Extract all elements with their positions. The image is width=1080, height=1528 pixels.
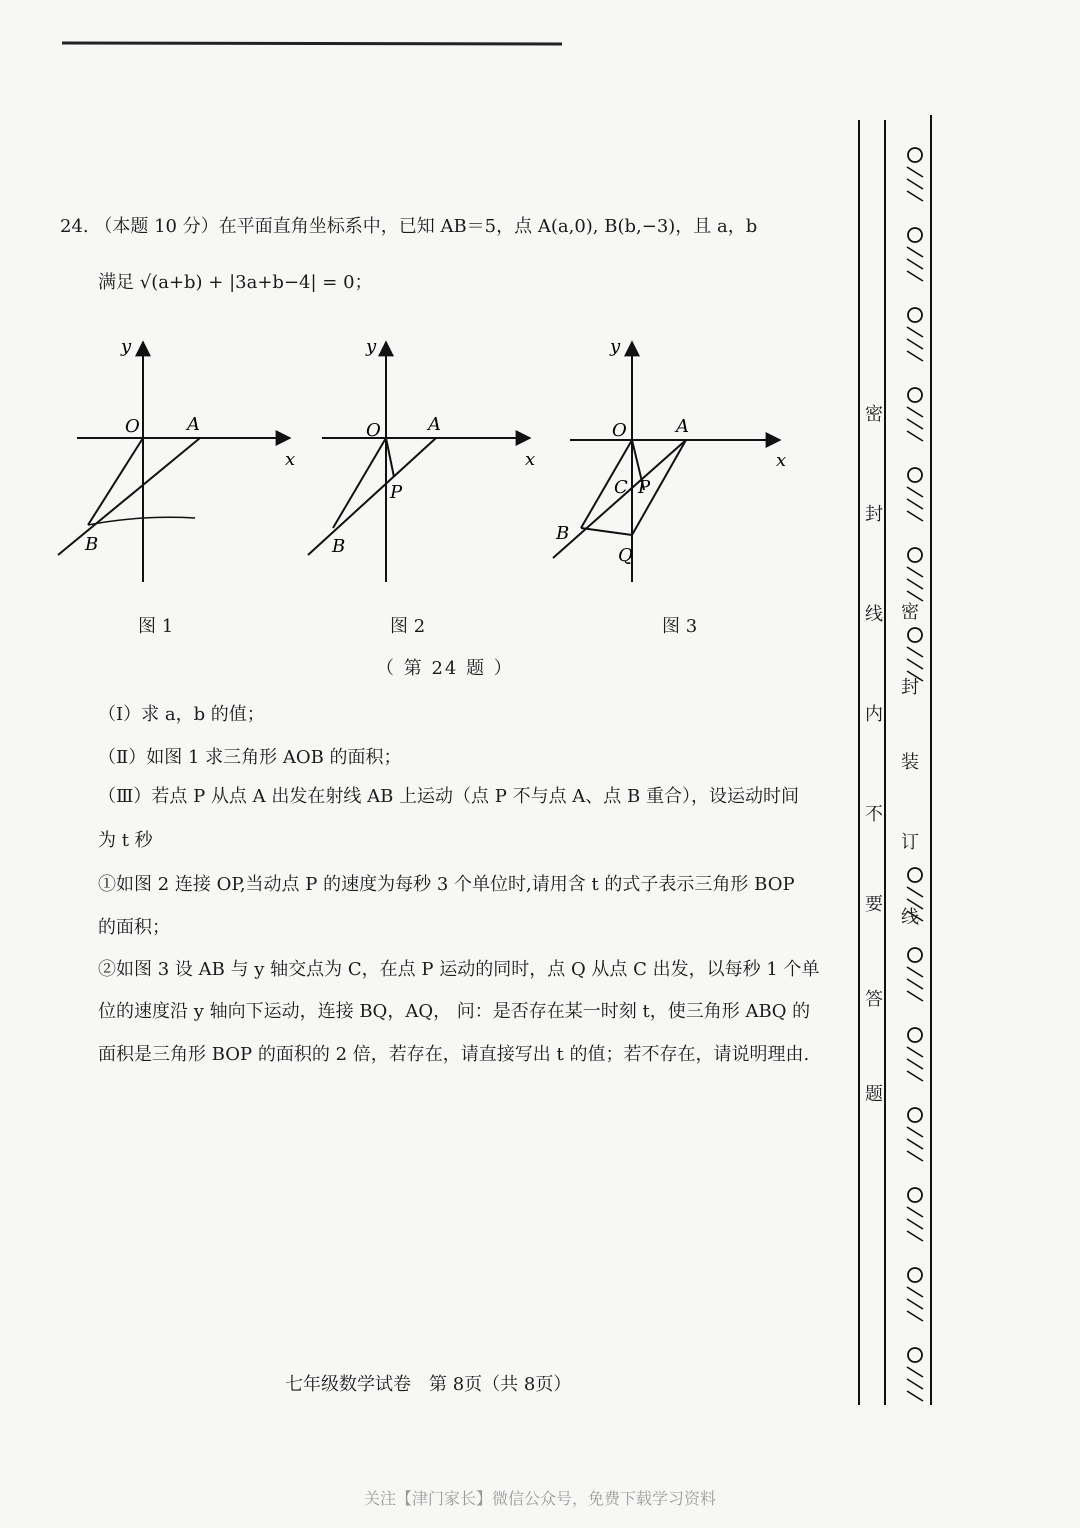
seal-inner-char: 答 xyxy=(865,989,883,1010)
seal-slash xyxy=(907,431,923,441)
figure-caption: （ 第 24 题 ） xyxy=(376,658,514,679)
seal-circle-pattern xyxy=(907,148,923,1401)
seal-slash xyxy=(907,1367,923,1377)
seal-slash xyxy=(907,351,923,361)
seal-slash xyxy=(907,179,923,189)
seal-circle xyxy=(908,628,922,642)
label-C: C xyxy=(614,477,628,498)
seal-slash xyxy=(907,259,923,269)
seal-slash xyxy=(907,499,923,509)
seal-slash xyxy=(907,1299,923,1309)
seal-circle xyxy=(908,468,922,482)
question-stem-text: 在平面直角坐标系中，已知 AB＝5，点 A(a,0), B(b,−3)，且 a，b xyxy=(218,216,758,237)
label-A: A xyxy=(676,416,689,437)
seal-circle xyxy=(908,868,922,882)
seal-outer-char: 订 xyxy=(901,832,919,853)
label-A: A xyxy=(187,414,200,435)
seal-slash xyxy=(907,1391,923,1401)
scan-top-line xyxy=(62,40,562,46)
label-y: y xyxy=(366,336,377,357)
seal-inner-char: 题 xyxy=(865,1084,883,1105)
label-x: x xyxy=(525,449,536,470)
subpart-1-line-1: ①如图 2 连接 OP,当动点 P 的速度为每秒 3 个单位时,请用含 t 的式子表示三角形 BOP xyxy=(98,874,795,895)
seal-circle xyxy=(908,388,922,402)
segment-OB xyxy=(88,438,143,525)
figure-2-label: 图 2 xyxy=(390,616,426,637)
label-x: x xyxy=(285,449,296,470)
seal-outer-char: 线 xyxy=(901,907,919,928)
seal-slash xyxy=(907,167,923,177)
seal-slash xyxy=(907,659,923,669)
part-3-line-2: 为 t 秒 xyxy=(98,830,153,851)
seal-slash xyxy=(907,979,923,989)
seal-slash xyxy=(907,567,923,577)
seal-slash xyxy=(907,191,923,201)
figure-1 xyxy=(55,330,305,590)
seal-slash xyxy=(907,339,923,349)
seal-slash xyxy=(907,991,923,1001)
segment-AB xyxy=(553,440,686,558)
segment-BQ xyxy=(581,528,632,535)
subpart-2-line-2: 位的速度沿 y 轴向下运动，连接 BQ，AQ， 问：是否存在某一时刻 t，使三角形 ABQ 的 xyxy=(98,1001,811,1022)
label-y: y xyxy=(121,336,132,357)
seal-slash xyxy=(907,1127,923,1137)
handwritten-stroke xyxy=(88,517,195,525)
label-P: P xyxy=(638,477,651,498)
seal-outer-char: 密 xyxy=(901,602,919,623)
label-x: x xyxy=(776,450,787,471)
label-A: A xyxy=(428,414,441,435)
watermark: 关注【津门家长】微信公众号，免费下载学习资料 xyxy=(363,1489,716,1508)
label-O: O xyxy=(612,420,627,441)
seal-slash xyxy=(907,1231,923,1241)
segment-OP xyxy=(386,438,394,477)
seal-circle xyxy=(908,148,922,162)
seal-inner-char: 线 xyxy=(865,604,883,625)
seal-slash xyxy=(907,1287,923,1297)
label-Q: Q xyxy=(618,545,633,566)
question-stem xyxy=(60,212,757,238)
seal-inner-char: 不 xyxy=(865,804,883,825)
label-O: O xyxy=(125,416,140,437)
seal-slash xyxy=(907,1219,923,1229)
seal-slash xyxy=(907,1151,923,1161)
page-footer: 七年级数学试卷 第 8页（共 8页） xyxy=(285,1374,572,1395)
subpart-2-line-1: ②如图 3 设 AB 与 y 轴交点为 C，在点 P 运动的同时，点 Q 从点 C 出发，以每秒 1 个单 xyxy=(98,959,820,980)
part-1: （Ⅰ）求 a，b 的值； xyxy=(98,704,265,725)
seal-slash xyxy=(907,1047,923,1057)
seal-inner-char: 要 xyxy=(865,894,883,915)
seal-slash xyxy=(907,247,923,257)
seal-circle xyxy=(908,1348,922,1362)
seal-slash xyxy=(907,271,923,281)
seal-inner-char: 封 xyxy=(865,504,883,525)
seal-outer-char: 装 xyxy=(901,752,919,773)
seal-slash xyxy=(907,1059,923,1069)
label-O: O xyxy=(366,420,381,441)
subpart-1-line-2: 的面积； xyxy=(98,917,170,938)
seal-inner-char: 密 xyxy=(865,404,883,425)
seal-slash xyxy=(907,1379,923,1389)
seal-slash xyxy=(907,887,923,897)
seal-circle xyxy=(908,1028,922,1042)
seal-inner-char: 内 xyxy=(865,704,883,725)
question-number: 24. xyxy=(60,216,89,237)
seal-slash xyxy=(907,419,923,429)
seal-slash xyxy=(907,647,923,657)
question-points: （本题 10 分） xyxy=(94,216,219,237)
seal-circle xyxy=(908,948,922,962)
label-B: B xyxy=(556,523,570,544)
seal-slash xyxy=(907,487,923,497)
segment-AB xyxy=(308,438,436,555)
figure-1-label: 图 1 xyxy=(138,616,174,637)
figure-2 xyxy=(300,330,550,590)
seal-circle xyxy=(908,1108,922,1122)
seal-circle xyxy=(908,1268,922,1282)
question-condition: 满足 √(a+b) + |3a+b−4| = 0； xyxy=(98,272,373,293)
figure-3 xyxy=(548,330,798,590)
seal-line-border xyxy=(845,110,945,1410)
label-B: B xyxy=(332,536,346,557)
part-3-line-1: （Ⅲ）若点 P 从点 A 出发在射线 AB 上运动（点 P 不与点 A、点 B 重合），设运动时间 xyxy=(98,786,799,807)
figure-3-label: 图 3 xyxy=(662,616,698,637)
seal-slash xyxy=(907,1071,923,1081)
part-2: （Ⅱ）如图 1 求三角形 AOB 的面积； xyxy=(98,747,402,768)
seal-circle xyxy=(908,548,922,562)
seal-slash xyxy=(907,511,923,521)
subpart-2-line-3: 面积是三角形 BOP 的面积的 2 倍，若存在，请直接写出 t 的值；若不存在，请说明理由. xyxy=(98,1044,810,1065)
segment-OB xyxy=(333,438,386,528)
seal-slash xyxy=(907,1311,923,1321)
seal-slash xyxy=(907,407,923,417)
segment-AB xyxy=(58,438,200,555)
label-P: P xyxy=(390,482,403,503)
seal-circle xyxy=(908,1188,922,1202)
seal-slash xyxy=(907,579,923,589)
label-y: y xyxy=(610,336,621,357)
seal-slash xyxy=(907,967,923,977)
seal-slash xyxy=(907,1207,923,1217)
label-B: B xyxy=(85,534,99,555)
seal-slash xyxy=(907,327,923,337)
seal-slash xyxy=(907,1139,923,1149)
seal-circle xyxy=(908,308,922,322)
seal-outer-char: 封 xyxy=(901,677,919,698)
seal-circle xyxy=(908,228,922,242)
